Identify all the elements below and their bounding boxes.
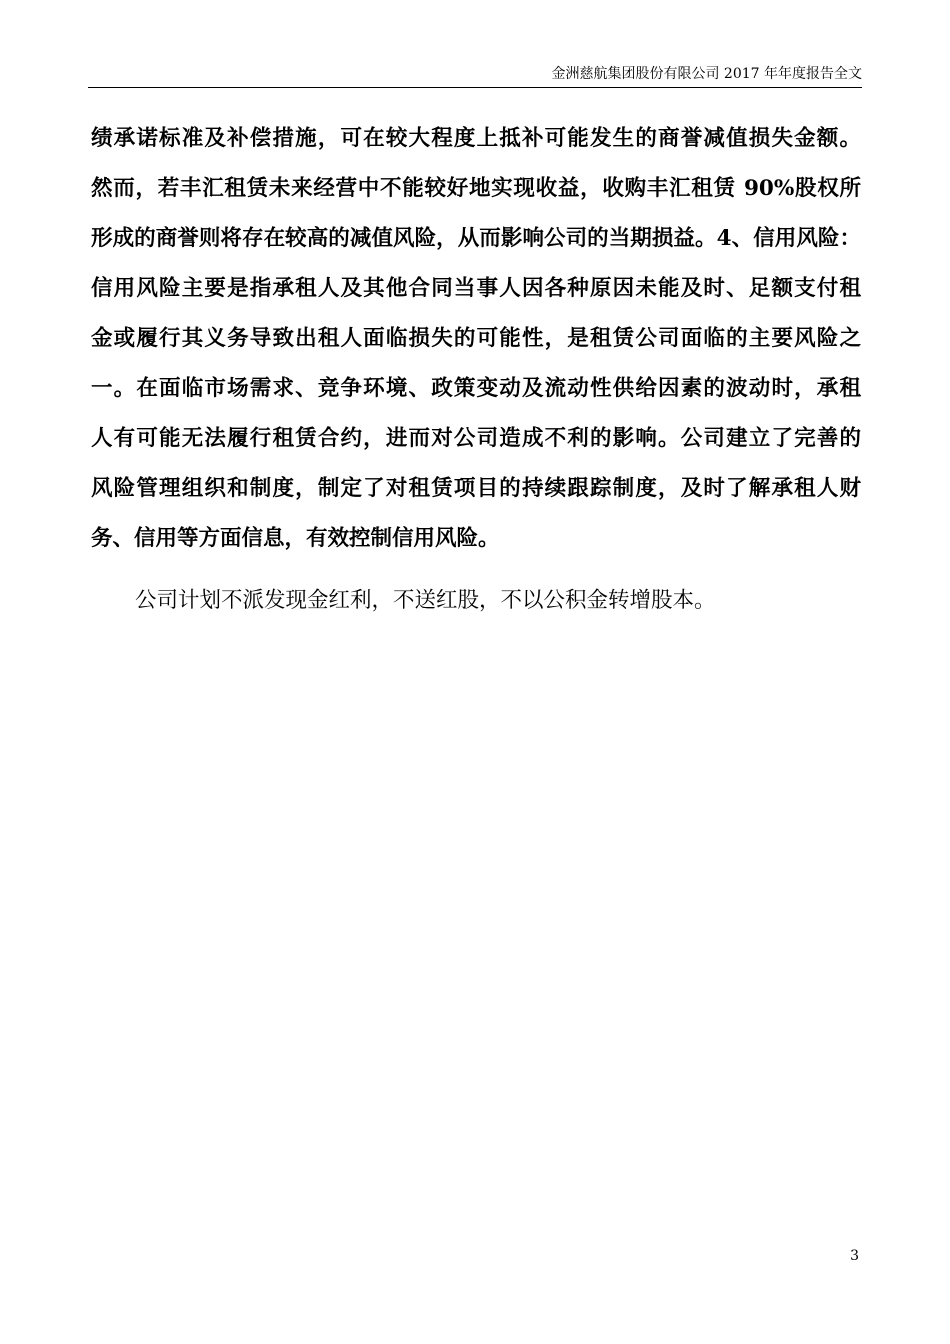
text-line: 绩承诺标准及补偿措施，可在较大程度上抵补可能发生的商誉减值损失金额。 (91, 126, 861, 151)
paragraph-dividend-plan: 公司计划不派发现金红利，不送红股，不以公积金转增股本。 (135, 588, 716, 613)
text-line: 形成的商誉则将存在较高的减值风险，从而影响公司的当期损益。4、信用风险： (91, 226, 861, 251)
text-line: 一。在面临市场需求、竞争环境、政策变动及流动性供给因素的波动时，承租 (91, 376, 861, 401)
header-divider (88, 87, 862, 88)
paragraph-risk-disclosure (91, 114, 861, 564)
text-line: 风险管理组织和制度，制定了对租赁项目的持续跟踪制度，及时了解承租人财 (91, 476, 861, 501)
text-line: 务、信用等方面信息，有效控制信用风险。 (91, 526, 500, 551)
text-line: 人有可能无法履行租赁合约，进而对公司造成不利的影响。公司建立了完善的 (91, 426, 861, 451)
text-line: 信用风险主要是指承租人及其他合同当事人因各种原因未能及时、足额支付租 (91, 276, 861, 301)
text-line: 金或履行其义务导致出租人面临损失的可能性，是租赁公司面临的主要风险之 (91, 326, 861, 351)
running-header: 金洲慈航集团股份有限公司 2017 年年度报告全文 (551, 66, 862, 82)
page-number: 3 (850, 1248, 859, 1264)
text-line: 然而，若丰汇租赁未来经营中不能较好地实现收益，收购丰汇租赁 90%股权所 (91, 176, 861, 201)
